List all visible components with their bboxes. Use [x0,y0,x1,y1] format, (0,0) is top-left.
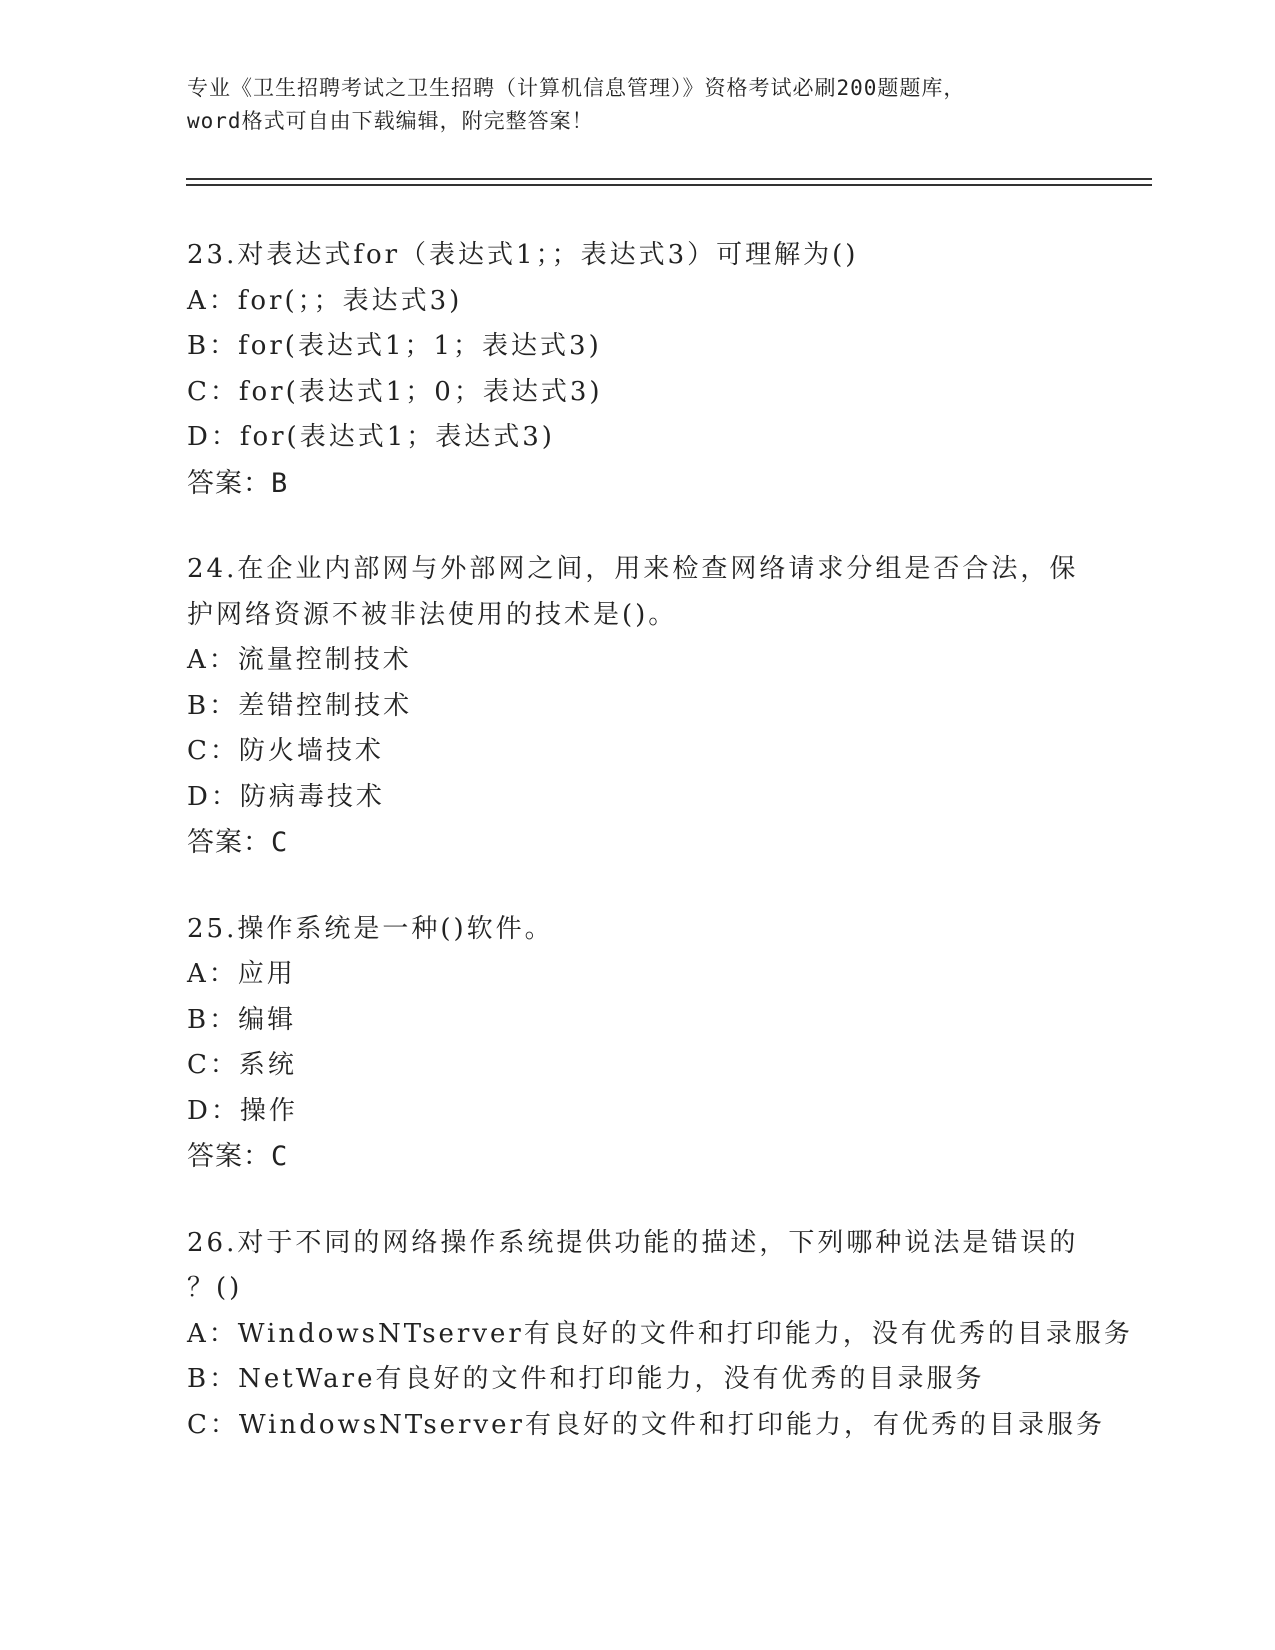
option-c: C：WindowsNTserver有良好的文件和打印能力，有优秀的目录服务 [187,1409,1105,1440]
header-divider-bottom [186,184,1152,186]
question-23 [187,233,1087,506]
option-a: A：for(；；表达式3) [187,285,463,316]
document-header [187,72,1087,138]
option-a: A：WindowsNTserver有良好的文件和打印能力，没有优秀的目录服务 [187,1318,1133,1349]
question-stem-continued: 护网络资源不被非法使用的技术是()。 [187,599,678,630]
question-25 [187,907,1087,1180]
question-stem: 26.对于不同的网络操作系统提供功能的描述，下列哪种说法是错误的 [187,1227,1079,1258]
header-divider-top [186,178,1152,180]
header-line-2: word格式可自由下载编辑，附完整答案！ [187,109,594,133]
question-list [187,233,1133,1489]
answer: 答案：C [187,1141,289,1172]
option-c: C：for(表达式1；0；表达式3) [187,376,603,407]
option-d: D：for(表达式1；表达式3) [187,422,555,452]
option-c: C：防火墙技术 [187,736,384,766]
option-a: A：应用 [187,959,296,989]
option-b: B：差错控制技术 [187,690,413,721]
option-b: B：NetWare有良好的文件和打印能力，没有优秀的目录服务 [187,1364,985,1394]
question-26 [187,1221,1133,1449]
question-24 [187,547,1087,866]
question-stem: 25.操作系统是一种()软件。 [187,913,554,944]
question-stem: 24.在企业内部网与外部网之间，用来检查网络请求分组是否合法，保 [187,554,1079,584]
answer: 答案：C [187,827,289,858]
question-stem: 23.对表达式for（表达式1；；表达式3）可理解为() [187,240,859,270]
option-b: B：编辑 [187,1004,297,1035]
option-d: D：操作 [187,1095,298,1126]
answer: 答案：B [187,467,289,499]
question-stem-continued: ？() [187,1273,243,1303]
option-a: A：流量控制技术 [187,645,412,675]
option-d: D：防病毒技术 [187,781,385,812]
option-c: C：系统 [187,1050,297,1080]
header-line-1: 专业《卫生招聘考试之卫生招聘（计算机信息管理）》资格考试必刷200题题库， [187,76,966,100]
option-b: B：for(表达式1；1；表达式3) [187,331,602,361]
